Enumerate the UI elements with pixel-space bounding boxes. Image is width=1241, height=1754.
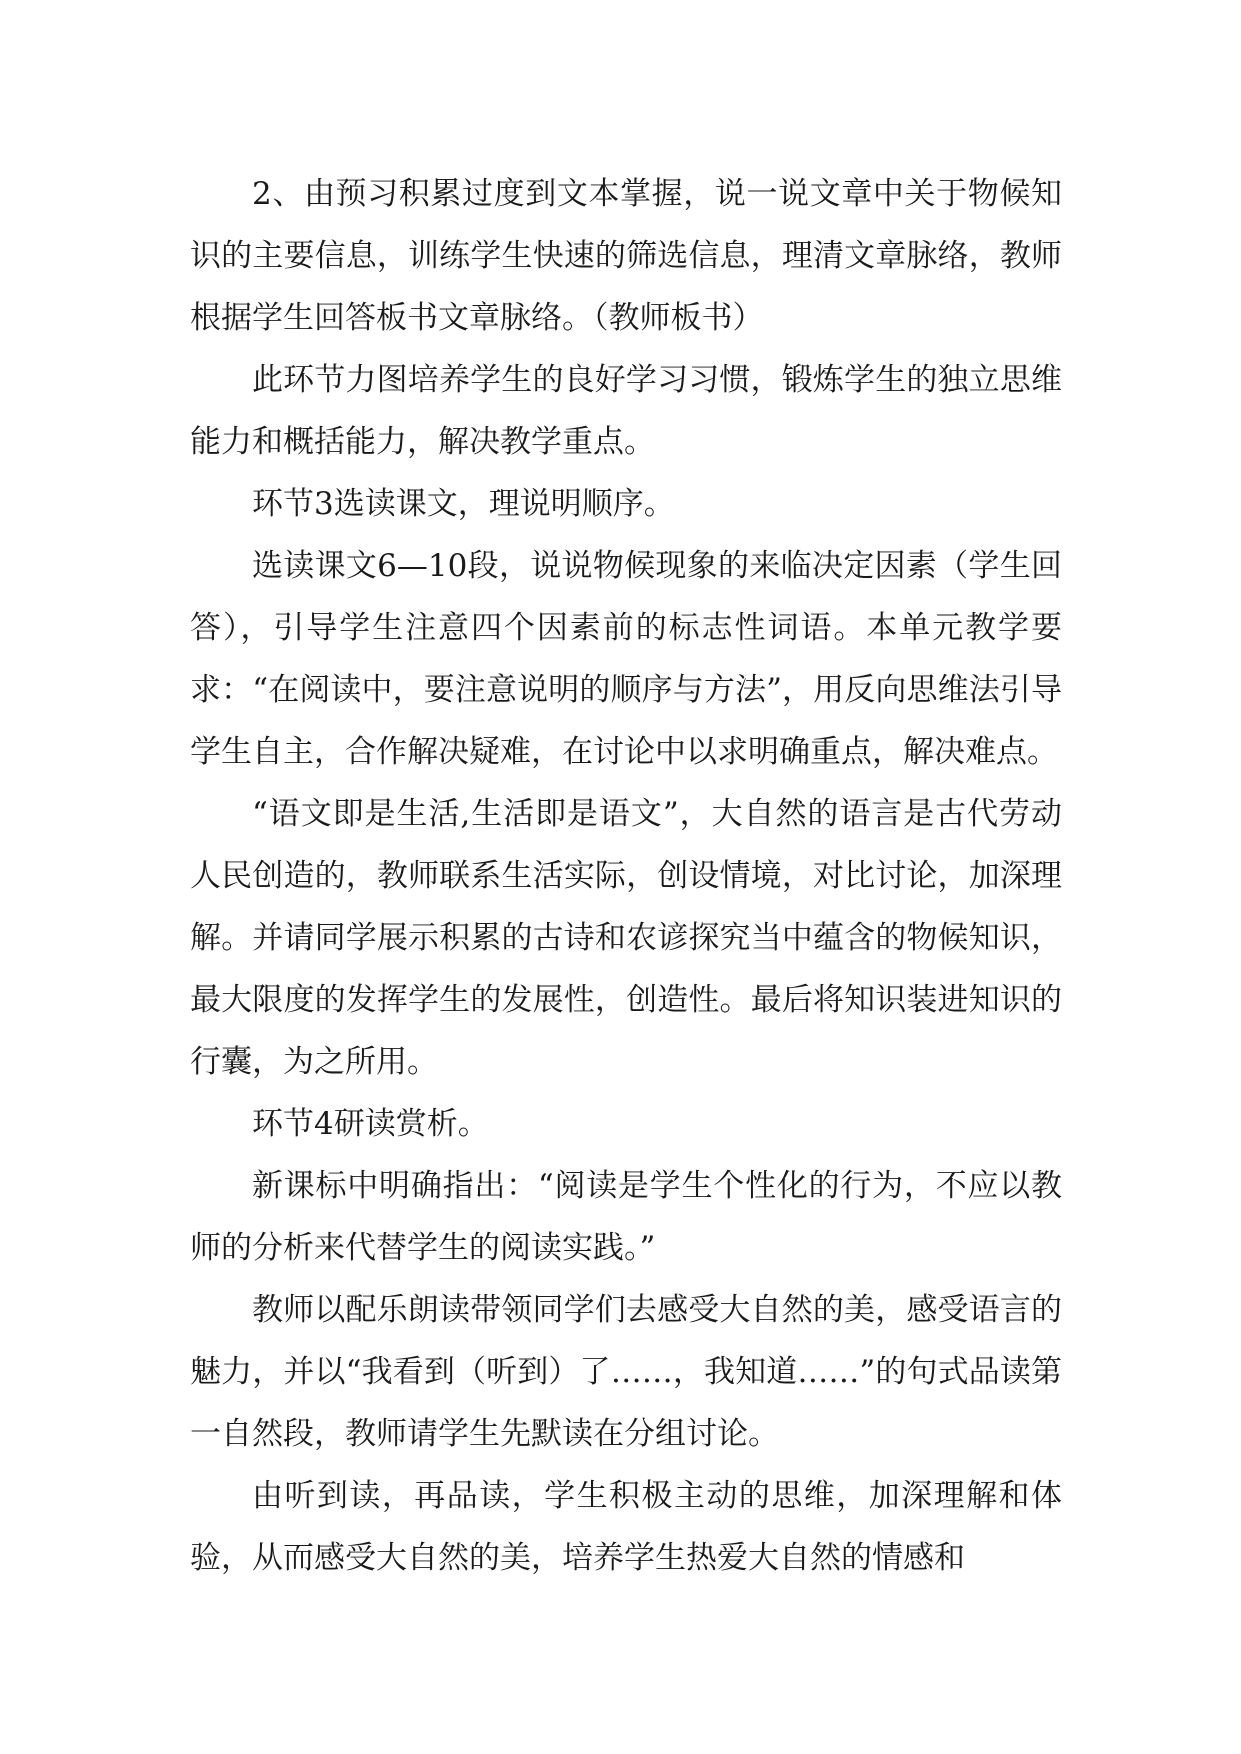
paragraph-4: 选读课文6—10段，说说物候现象的来临决定因素（学生回答），引导学生注意四个因素前的标志性词语。本单元教学要求：“在阅读中，要注意说明的顺序与方法”，用反向思维法引导学生自主，合作解决疑难，在讨论中以求明确重点，解决难点。 [190,548,1062,770]
section-heading-4: 环节4研读赏析。 [252,1106,489,1142]
paragraph-2: 此环节力图培养学生的良好学习习惯，锻炼学生的独立思维能力和概括能力，解决教学重点。 [190,362,1062,460]
paragraph-1: 2、由预习积累过度到文本掌握，说一说文章中关于物候知识的主要信息，训练学生快速的筛选信息，理清文章脉络，教师根据学生回答板书文章脉络。（教师板书） [190,176,1062,336]
document-body [190,163,1062,1589]
paragraph-5: “语文即是生活,生活即是语文”，大自然的语言是古代劳动人民创造的，教师联系生活实际，创设情境，对比讨论，加深理解。并请同学展示积累的古诗和农谚探究当中蕴含的物候知识，最大限度的发挥学生的发展性，创造性。最后将知识装进知识的行囊，为之所用。 [190,796,1062,1080]
paragraph-9: 由听到读，再品读，学生积极主动的思维，加深理解和体验，从而感受大自然的美，培养学生热爱大自然的情感和 [190,1478,1062,1576]
section-heading-3: 环节3选读课文，理说明顺序。 [252,486,675,522]
paragraph-7: 新课标中明确指出：“阅读是学生个性化的行为，不应以教师的分析来代替学生的阅读实践。” [190,1168,1062,1266]
paragraph-8: 教师以配乐朗读带领同学们去感受大自然的美，感受语言的魅力，并以“我看到（听到）了……，我知道……”的句式品读第一自然段，教师请学生先默读在分组讨论。 [190,1292,1062,1452]
